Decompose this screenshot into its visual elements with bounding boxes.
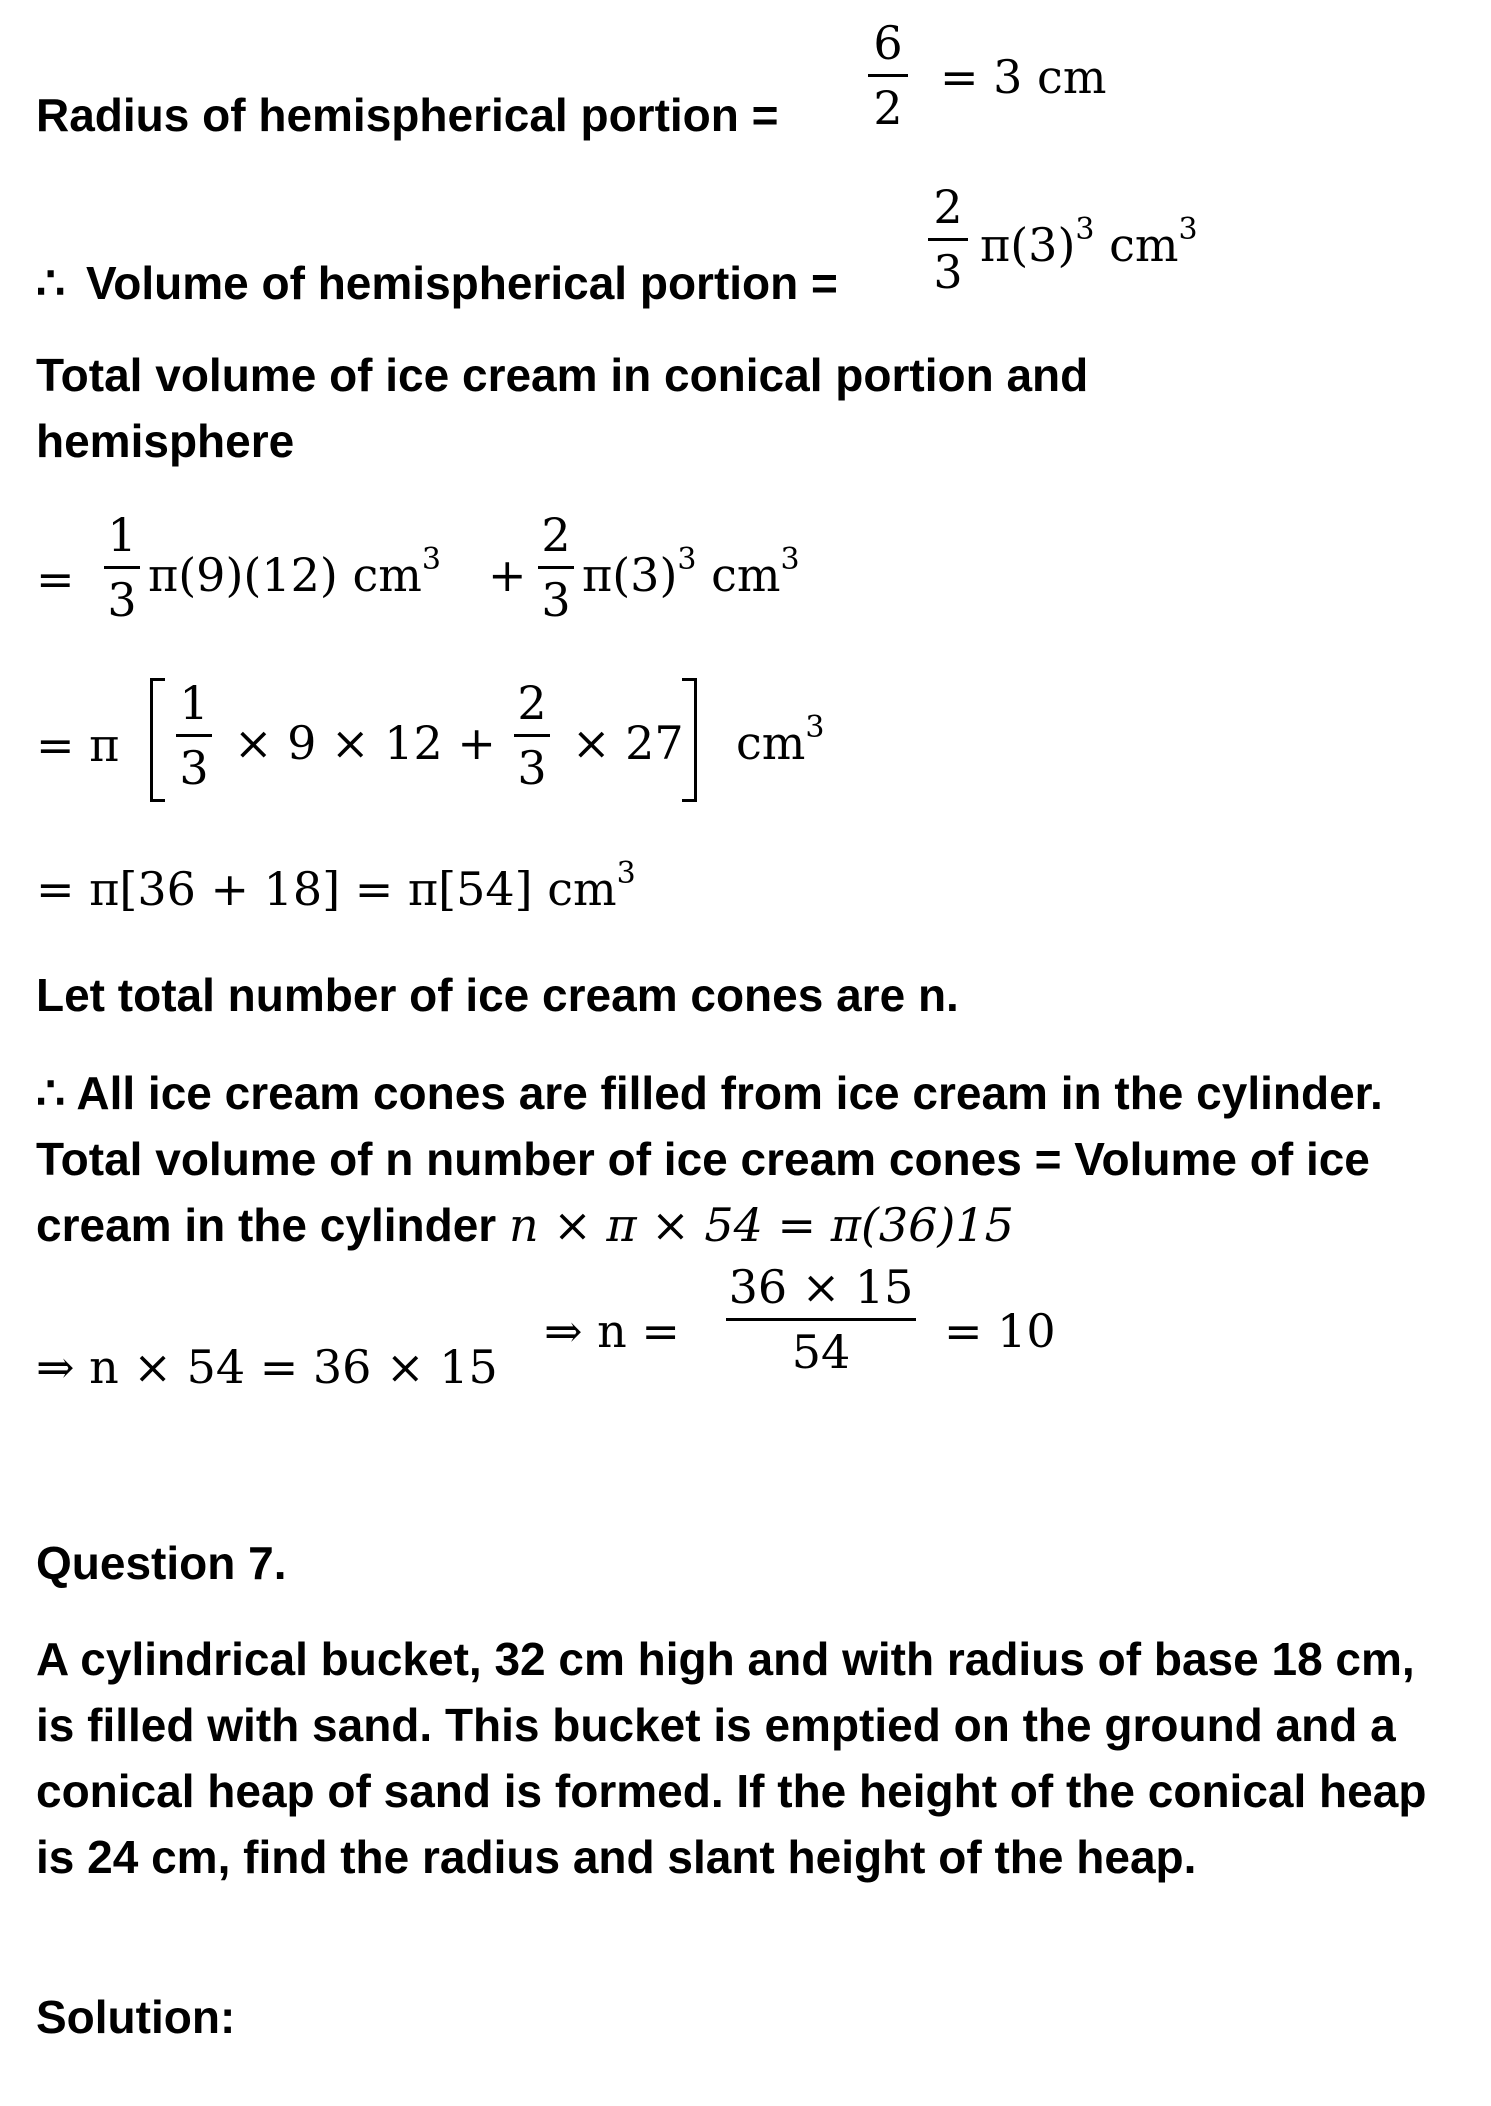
fraction-numerator: 1 [179, 676, 209, 730]
paragraph-text: All ice cream cones are filled from ice cream in the cylinder. Total volume of n number of ice cream cones = Volume of ice cream in the cylinder [36, 1067, 1383, 1251]
question-heading: Question 7. [36, 1537, 287, 1589]
fraction-numerator: 36 × 15 [728, 1260, 914, 1314]
fraction-denominator: 3 [107, 573, 137, 627]
fraction-bar [514, 734, 550, 737]
eq1-term-1 [148, 542, 441, 602]
unit: cm [1094, 218, 1179, 272]
fraction-denominator: 3 [933, 245, 963, 299]
eq2-unit [736, 710, 825, 770]
therefore-symbol: ∴ [36, 1067, 66, 1119]
eq2-middle: × 9 × 12 + [234, 716, 496, 770]
eq4-lead: ⇒ n = [544, 1304, 680, 1358]
fraction-bar [868, 74, 908, 77]
exponent: 3 [421, 542, 441, 577]
total-volume-text: Total volume of ice cream in conical portion and hemisphere [36, 349, 1089, 467]
fraction-bar [538, 566, 574, 569]
exponent: 3 [1075, 212, 1095, 247]
eq4-fraction [726, 1260, 916, 1379]
hemi-radius-label: Radius of hemispherical portion = [36, 89, 779, 141]
eq1-equals: = [36, 552, 75, 606]
term: π(3) [582, 548, 678, 602]
fraction-bar [726, 1318, 916, 1321]
exponent: 3 [1178, 212, 1198, 247]
inline-equation: n × π × 54 = π(36)15 [508, 1198, 1014, 1252]
exponent: 3 [677, 542, 697, 577]
question-body: A cylindrical bucket, 32 cm high and with radius of base 18 cm, is filled with sand. This bucket is emptied on the ground and a conical heap of sand is formed. If the height of the conical heap is 24 cm, find the radius and slant height of the heap. [36, 1633, 1427, 1883]
equation-text: = π[36 + 18] = π[54] cm [36, 862, 617, 916]
solution-heading: Solution: [36, 1991, 236, 2043]
fraction-denominator: 3 [517, 741, 547, 795]
therefore-symbol: ∴ [36, 257, 66, 309]
eq1-fraction-2 [538, 508, 574, 627]
eq2-tail: × 27 [572, 716, 684, 770]
fraction-denominator: 3 [541, 573, 571, 627]
fraction-numerator: 2 [517, 676, 547, 730]
fraction-denominator: 3 [179, 741, 209, 795]
fraction-numerator: 2 [933, 180, 963, 234]
fraction-bar [176, 734, 212, 737]
hemi-volume-fraction [928, 180, 968, 299]
eq2-fraction-2 [514, 676, 550, 795]
eq2-fraction-1 [176, 676, 212, 795]
eq1-term-2 [582, 542, 800, 602]
eq4-result: = 10 [944, 1304, 1056, 1358]
fraction-denominator: 2 [873, 81, 903, 135]
left-bracket [150, 678, 165, 802]
let-statement: Let total number of ice cream cones are n. [36, 969, 959, 1021]
fraction-bar [104, 566, 140, 569]
term: π(9)(12) cm [148, 548, 422, 602]
hemi-volume-label: Volume of hemispherical portion = [86, 257, 838, 309]
unit: cm [736, 716, 806, 770]
eq1-plus: + [488, 548, 527, 602]
fraction-numerator: 6 [873, 16, 903, 70]
therefore-paragraph [36, 1060, 1416, 1258]
exponent: 3 [616, 856, 636, 891]
eq4-left: ⇒ n × 54 = 36 × 15 [36, 1340, 498, 1394]
hemi-radius-fraction [868, 16, 908, 135]
fraction-denominator: 54 [791, 1325, 851, 1379]
fraction-numerator: 2 [541, 508, 571, 562]
hemi-radius-result: = 3 cm [940, 50, 1107, 104]
exponent: 3 [780, 542, 800, 577]
exponent: 3 [805, 710, 825, 745]
eq3 [36, 856, 636, 916]
pi-term: π(3) [980, 218, 1076, 272]
fraction-bar [928, 238, 968, 241]
fraction-numerator: 1 [107, 508, 137, 562]
right-bracket [682, 678, 697, 802]
eq1-fraction-1 [104, 508, 140, 627]
unit: cm [696, 548, 781, 602]
eq2-lead: = π [36, 718, 120, 772]
hemi-volume-expression [980, 212, 1198, 272]
